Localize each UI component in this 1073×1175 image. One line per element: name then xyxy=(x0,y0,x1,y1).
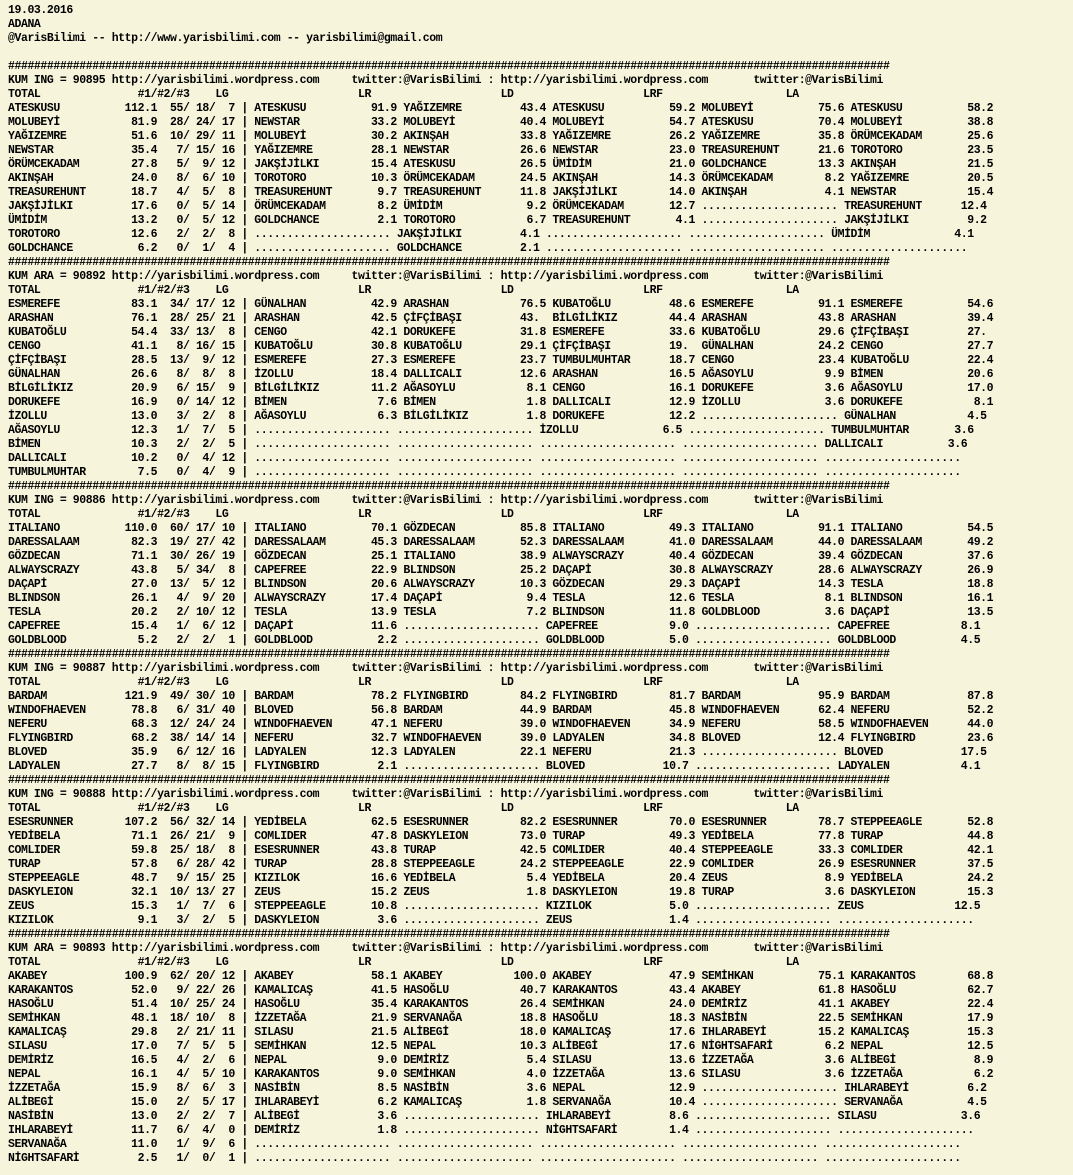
table-row: GÜNALHAN 26.6 8/ 8/ 8 | İZOLLU 18.4 DALLICALI 12.6 ARASHAN 16.5 AĞASOYLU 9.9 BİMEN 20.6 xyxy=(8,368,994,381)
race-title: KUM ING = 90895 http://yarisbilimi.wordpress.com twitter:@VarisBilimi : http://yarisbilimi.wordpress.com twitter:@VarisBilimi xyxy=(8,74,883,87)
table-row: NEFERU 68.3 12/ 24/ 24 | WINDOFHAEVEN 47.1 NEFERU 39.0 WINDOFHAEVEN 34.9 NEFERU 58.5 WINDOFHAEVEN 44.0 xyxy=(8,718,994,731)
table-row: ÖRÜMCEKADAM 27.8 5/ 9/ 12 | JAKŞİJİLKI 15.4 ATESKUSU 26.5 ÜMİDİM 21.0 GOLDCHANCE 13.3 AKINŞAH 21.5 xyxy=(8,158,994,171)
race-title: KUM ING = 90886 http://yarisbilimi.wordpress.com twitter:@VarisBilimi : http://yarisbilimi.wordpress.com twitter:@VarisBilimi xyxy=(8,494,883,507)
table-row: TESLA 20.2 2/ 10/ 12 | TESLA 13.9 TESLA 7.2 BLINDSON 11.8 GOLDBLOOD 3.6 DAÇAPİ 13.5 xyxy=(8,606,994,619)
table-row: GOLDBLOOD 5.2 2/ 2/ 1 | GOLDBLOOD 2.2 ..................... GOLDBLOOD 5.0 ..................... GOLDBLOOD 4.5 xyxy=(8,634,981,647)
column-headers: TOTAL #1/#2/#3 LG LR LD LRF LA xyxy=(8,88,799,101)
table-row: ALİBEGİ 15.0 2/ 5/ 17 | IHLARABEYİ 6.2 KAMALICAŞ 1.8 SERVANAĞA 10.4 ..................... SERVANAĞA 4.5 xyxy=(8,1096,987,1109)
blank-line xyxy=(8,46,1073,60)
table-row: AĞASOYLU 12.3 1/ 7/ 5 | ..................... ..................... İZOLLU 6.5 ..................... TUMBULMUHTAR 3.6 xyxy=(8,424,974,437)
report-date: 19.03.2016 xyxy=(8,4,73,17)
column-headers: TOTAL #1/#2/#3 LG LR LD LRF LA xyxy=(8,956,799,969)
table-row: GOLDCHANCE 6.2 0/ 1/ 4 | ..................... GOLDCHANCE 2.1 ..................... ..................... ..................... xyxy=(8,242,968,255)
table-row: KUBATOĞLU 54.4 33/ 13/ 8 | CENGO 42.1 DORUKEFE 31.8 ESMEREFE 33.6 KUBATOĞLU 29.6 ÇİFÇİBAŞI 27. xyxy=(8,326,987,339)
table-row: KARAKANTOS 52.0 9/ 22/ 26 | KAMALICAŞ 41.5 HASOĞLU 40.7 KARAKANTOS 43.4 AKABEY 61.8 HASOĞLU 62.7 xyxy=(8,984,994,997)
table-row: BİLGİLİKIZ 20.9 6/ 15/ 9 | BİLGİLİKIZ 11.2 AĞASOYLU 8.1 CENGO 16.1 DORUKEFE 3.6 AĞASOYLU 17.0 xyxy=(8,382,994,395)
table-row: TUMBULMUHTAR 7.5 0/ 4/ 9 | ..................... ..................... ..................... ..................... ..................... xyxy=(8,466,961,479)
table-row: YAĞIZEMRE 51.6 10/ 29/ 11 | MOLUBEYİ 30.2 AKINŞAH 33.8 YAĞIZEMRE 26.2 YAĞIZEMRE 35.8 ÖRÜMCEKADAM 25.6 xyxy=(8,130,994,143)
table-row: ALWAYSCRAZY 43.8 5/ 34/ 8 | CAPEFREE 22.9 BLINDSON 25.2 DAÇAPİ 30.8 ALWAYSCRAZY 28.6 ALWAYSCRAZY 26.9 xyxy=(8,564,994,577)
table-row: NİGHTSAFARİ 2.5 1/ 0/ 1 | ..................... ..................... ..................... ..................... ..................... xyxy=(8,1152,961,1165)
table-row: NASİBİN 13.0 2/ 2/ 7 | ALİBEGİ 3.6 ..................... IHLARABEYİ 8.6 ..................... SILASU 3.6 xyxy=(8,1110,981,1123)
column-headers: TOTAL #1/#2/#3 LG LR LD LRF LA xyxy=(8,802,799,815)
table-row: TOROTORO 12.6 2/ 2/ 8 | ..................... JAKŞİJİLKI 4.1 ..................... ..................... ÜMİDİM 4.1 xyxy=(8,228,974,241)
table-row: DORUKEFE 16.9 0/ 14/ 12 | BİMEN 7.6 BİMEN 1.8 DALLICALI 12.9 İZOLLU 3.6 DORUKEFE 8.1 xyxy=(8,396,994,409)
race-title: KUM ING = 90888 http://yarisbilimi.wordpress.com twitter:@VarisBilimi : http://yarisbilimi.wordpress.com twitter:@VarisBilimi xyxy=(8,788,883,801)
table-row: İZOLLU 13.0 3/ 2/ 8 | AĞASOYLU 6.3 BİLGİLİKIZ 1.8 DORUKEFE 12.2 ..................... GÜNALHAN 4.5 xyxy=(8,410,987,423)
table-row: BARDAM 121.9 49/ 30/ 10 | BARDAM 78.2 FLYINGBIRD 84.2 FLYINGBIRD 81.7 BARDAM 95.9 BARDAM 87.8 xyxy=(8,690,994,703)
separator: ######################################################################################################################################## xyxy=(8,928,890,941)
table-row: SEMİHKAN 48.1 18/ 10/ 8 | İZZETAĞA 21.9 SERVANAĞA 18.8 HASOĞLU 18.3 NASİBİN 22.5 SEMİHKAN 17.9 xyxy=(8,1012,994,1025)
table-row: TURAP 57.8 6/ 28/ 42 | TURAP 28.8 STEPPEEAGLE 24.2 STEPPEEAGLE 22.9 COMLIDER 26.9 ESESRUNNER 37.5 xyxy=(8,858,994,871)
table-row: TREASUREHUNT 18.7 4/ 5/ 8 | TREASUREHUNT 9.7 TREASUREHUNT 11.8 JAKŞİJİLKI 14.0 AKINŞAH 4.1 NEWSTAR 15.4 xyxy=(8,186,994,199)
table-row: DAÇAPİ 27.0 13/ 5/ 12 | BLINDSON 20.6 ALWAYSCRAZY 10.3 GÖZDECAN 29.3 DAÇAPİ 14.3 TESLA 18.8 xyxy=(8,578,994,591)
table-row: KIZILOK 9.1 3/ 2/ 5 | DASKYLEION 3.6 ..................... ZEUS 1.4 ..................... ..................... xyxy=(8,914,974,927)
table-row: ZEUS 15.3 1/ 7/ 6 | STEPPEEAGLE 10.8 ..................... KIZILOK 5.0 ..................... ZEUS 12.5 xyxy=(8,900,981,913)
table-row: ESESRUNNER 107.2 56/ 32/ 14 | YEDİBELA 62.5 ESESRUNNER 82.2 ESESRUNNER 70.0 ESESRUNNER 78.7 STEPPEEAGLE 52.8 xyxy=(8,816,994,829)
table-row: DALLICALI 10.2 0/ 4/ 12 | ..................... ..................... ..................... ..................... ..................... xyxy=(8,452,961,465)
table-row: İZZETAĞA 15.9 8/ 6/ 3 | NASİBİN 8.5 NASİBİN 3.6 NEPAL 12.9 ..................... IHLARABEYİ 6.2 xyxy=(8,1082,987,1095)
table-row: MOLUBEYİ 81.9 28/ 24/ 17 | NEWSTAR 33.2 MOLUBEYİ 40.4 MOLUBEYİ 54.7 ATESKUSU 70.4 MOLUBEYİ 38.8 xyxy=(8,116,994,129)
table-row: ITALIANO 110.0 60/ 17/ 10 | ITALIANO 70.1 GÖZDECAN 85.8 ITALIANO 49.3 ITALIANO 91.1 ITALIANO 54.5 xyxy=(8,522,994,535)
column-headers: TOTAL #1/#2/#3 LG LR LD LRF LA xyxy=(8,676,799,689)
table-row: NEPAL 16.1 4/ 5/ 10 | KARAKANTOS 9.0 SEMİHKAN 4.0 İZZETAĞA 13.6 SILASU 3.6 İZZETAĞA 6.2 xyxy=(8,1068,994,1081)
table-row: WINDOFHAEVEN 78.8 6/ 31/ 40 | BLOVED 56.8 BARDAM 44.9 BARDAM 45.8 WINDOFHAEVEN 62.4 NEFERU 52.2 xyxy=(8,704,994,717)
table-row: BİMEN 10.3 2/ 2/ 5 | ..................... ..................... ..................... ..................... DALLICALI 3.6 xyxy=(8,438,968,451)
table-row: SERVANAĞA 11.0 1/ 9/ 6 | ..................... ..................... ..................... ..................... ..................... xyxy=(8,1138,961,1151)
column-headers: TOTAL #1/#2/#3 LG LR LD LRF LA xyxy=(8,508,799,521)
table-row: DEMİRİZ 16.5 4/ 2/ 6 | NEPAL 9.0 DEMİRİZ 5.4 SILASU 13.6 İZZETAĞA 3.6 ALİBEGİ 8.9 xyxy=(8,1054,994,1067)
table-row: DASKYLEION 32.1 10/ 13/ 27 | ZEUS 15.2 ZEUS 1.8 DASKYLEION 19.8 TURAP 3.6 DASKYLEION 15.3 xyxy=(8,886,994,899)
table-row: YEDİBELA 71.1 26/ 21/ 9 | COMLIDER 47.8 DASKYLEION 73.0 TURAP 49.3 YEDİBELA 77.8 TURAP 44.8 xyxy=(8,830,994,843)
table-row: ESMEREFE 83.1 34/ 17/ 12 | GÜNALHAN 42.9 ARASHAN 76.5 KUBATOĞLU 48.6 ESMEREFE 91.1 ESMEREFE 54.6 xyxy=(8,298,994,311)
separator: ######################################################################################################################################## xyxy=(8,256,890,269)
table-row: STEPPEEAGLE 48.7 9/ 15/ 25 | KIZILOK 16.6 YEDİBELA 5.4 YEDİBELA 20.4 ZEUS 8.9 YEDİBELA 24.2 xyxy=(8,872,994,885)
table-row: AKABEY 100.9 62/ 20/ 12 | AKABEY 58.1 AKABEY 100.0 AKABEY 47.9 SEMİHKAN 75.1 KARAKANTOS 68.8 xyxy=(8,970,994,983)
table-row: CAPEFREE 15.4 1/ 6/ 12 | DAÇAPİ 11.6 ..................... CAPEFREE 9.0 ..................... CAPEFREE 8.1 xyxy=(8,620,981,633)
table-row: FLYINGBIRD 68.2 38/ 14/ 14 | NEFERU 32.7 WINDOFHAEVEN 39.0 LADYALEN 34.8 BLOVED 12.4 FLYINGBIRD 23.6 xyxy=(8,732,994,745)
table-row: BLINDSON 26.1 4/ 9/ 20 | ALWAYSCRAZY 17.4 DAÇAPİ 9.4 TESLA 12.6 TESLA 8.1 BLINDSON 16.1 xyxy=(8,592,994,605)
table-row: HASOĞLU 51.4 10/ 25/ 24 | HASOĞLU 35.4 KARAKANTOS 26.4 SEMİHKAN 24.0 DEMİRİZ 41.1 AKABEY 22.4 xyxy=(8,998,994,1011)
table-row: GÖZDECAN 71.1 30/ 26/ 19 | GÖZDECAN 25.1 ITALIANO 38.9 ALWAYSCRAZY 40.4 GÖZDECAN 39.4 GÖZDECAN 37.6 xyxy=(8,550,994,563)
separator: ######################################################################################################################################## xyxy=(8,480,890,493)
table-row: COMLIDER 59.8 25/ 18/ 8 | ESESRUNNER 43.8 TURAP 42.5 COMLIDER 40.4 STEPPEEAGLE 33.3 COMLIDER 42.1 xyxy=(8,844,994,857)
table-row: KAMALICAŞ 29.8 2/ 21/ 11 | SILASU 21.5 ALİBEGİ 18.0 KAMALICAŞ 17.6 IHLARABEYİ 15.2 KAMALICAŞ 15.3 xyxy=(8,1026,994,1039)
separator: ######################################################################################################################################## xyxy=(8,648,890,661)
separator: ######################################################################################################################################## xyxy=(8,60,890,73)
table-row: ÜMİDİM 13.2 0/ 5/ 12 | GOLDCHANCE 2.1 TOROTORO 6.7 TREASUREHUNT 4.1 ..................... JAKŞİJİLKI 9.2 xyxy=(8,214,987,227)
table-row: DARESSALAAM 82.3 19/ 27/ 42 | DARESSALAAM 45.3 DARESSALAAM 52.3 DARESSALAAM 41.0 DARESSALAAM 44.0 DARESSALAAM 49.2 xyxy=(8,536,994,549)
table-row: IHLARABEYİ 11.7 6/ 4/ 0 | DEMİRİZ 1.8 ..................... NİGHTSAFARİ 1.4 ..................... ..................... xyxy=(8,1124,974,1137)
table-row: ÇİFÇİBAŞI 28.5 13/ 9/ 12 | ESMEREFE 27.3 ESMEREFE 23.7 TUMBULMUHTAR 18.7 CENGO 23.4 KUBATOĞLU 22.4 xyxy=(8,354,994,367)
separator: ######################################################################################################################################## xyxy=(8,774,890,787)
race-title: KUM ARA = 90893 http://yarisbilimi.wordpress.com twitter:@VarisBilimi : http://yarisbilimi.wordpress.com twitter:@VarisBilimi xyxy=(8,942,883,955)
table-row: NEWSTAR 35.4 7/ 15/ 16 | YAĞIZEMRE 28.1 NEWSTAR 26.6 NEWSTAR 23.0 TREASUREHUNT 21.6 TOROTORO 23.5 xyxy=(8,144,994,157)
race-title: KUM ING = 90887 http://yarisbilimi.wordpress.com twitter:@VarisBilimi : http://yarisbilimi.wordpress.com twitter:@VarisBilimi xyxy=(8,662,883,675)
report-contact: @VarisBilimi -- http://www.yarisbilimi.com -- yarisbilimi@gmail.com xyxy=(8,32,443,45)
table-row: BLOVED 35.9 6/ 12/ 16 | LADYALEN 12.3 LADYALEN 22.1 NEFERU 21.3 ..................... BLOVED 17.5 xyxy=(8,746,987,759)
table-row: ARASHAN 76.1 28/ 25/ 21 | ARASHAN 42.5 ÇİFÇİBAŞI 43. BİLGİLİKIZ 44.4 ARASHAN 43.8 ARASHAN 39.4 xyxy=(8,312,994,325)
race-title: KUM ARA = 90892 http://yarisbilimi.wordpress.com twitter:@VarisBilimi : http://yarisbilimi.wordpress.com twitter:@VarisBilimi xyxy=(8,270,883,283)
report-city: ADANA xyxy=(8,18,41,31)
table-row: ATESKUSU 112.1 55/ 18/ 7 | ATESKUSU 91.9 YAĞIZEMRE 43.4 ATESKUSU 59.2 MOLUBEYİ 75.6 ATESKUSU 58.2 xyxy=(8,102,994,115)
table-row: SILASU 17.0 7/ 5/ 5 | SEMİHKAN 12.5 NEPAL 10.3 ALİBEGİ 17.6 NİGHTSAFARİ 6.2 NEPAL 12.5 xyxy=(8,1040,994,1053)
table-row: AKINŞAH 24.0 8/ 6/ 10 | TOROTORO 10.3 ÖRÜMCEKADAM 24.5 AKINŞAH 14.3 ÖRÜMCEKADAM 8.2 YAĞIZEMRE 20.5 xyxy=(8,172,994,185)
table-row: LADYALEN 27.7 8/ 8/ 15 | FLYINGBIRD 2.1 ..................... BLOVED 10.7 ..................... LADYALEN 4.1 xyxy=(8,760,981,773)
column-headers: TOTAL #1/#2/#3 LG LR LD LRF LA xyxy=(8,284,799,297)
table-row: JAKŞİJİLKI 17.6 0/ 5/ 14 | ÖRÜMCEKADAM 8.2 ÜMİDİM 9.2 ÖRÜMCEKADAM 12.7 ..................... TREASUREHUNT 12.4 xyxy=(8,200,987,213)
table-row: CENGO 41.1 8/ 16/ 15 | KUBATOĞLU 30.8 KUBATOĞLU 29.1 ÇİFÇİBAŞI 19. GÜNALHAN 24.2 CENGO 27.7 xyxy=(8,340,994,353)
